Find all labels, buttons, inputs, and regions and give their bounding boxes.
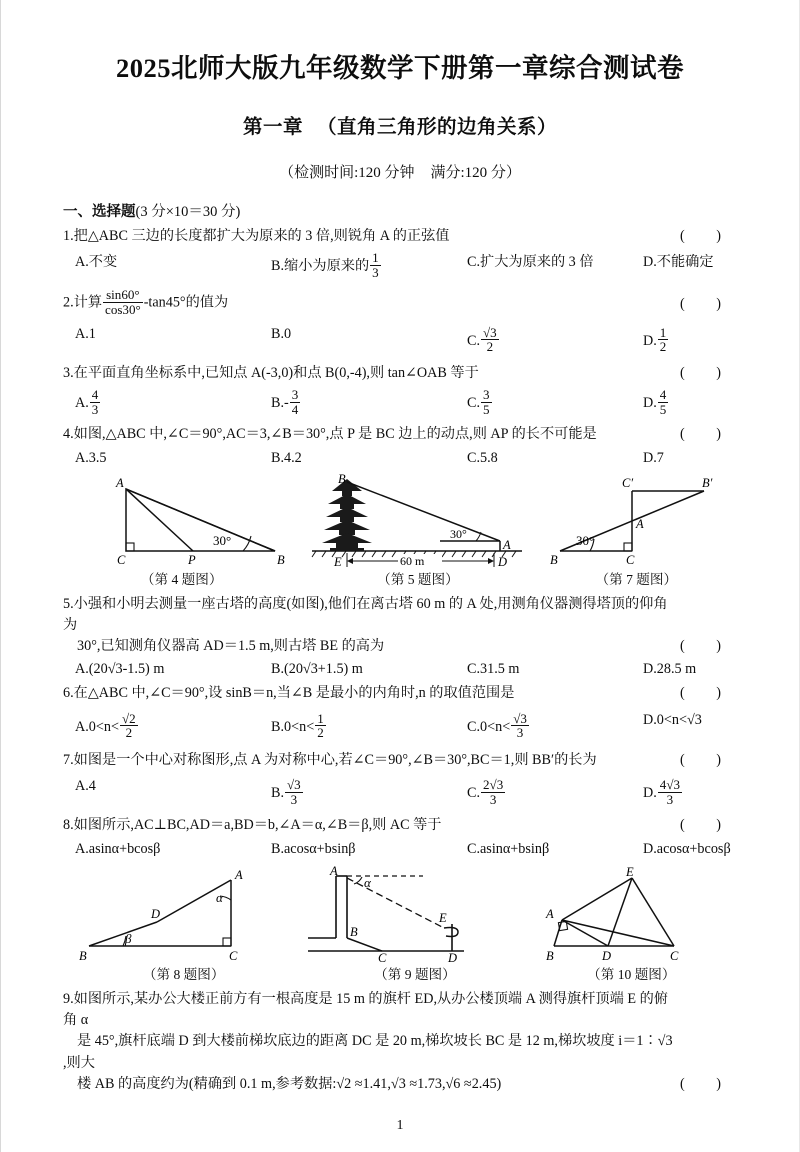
option-1b-label: B.缩小为原来的 <box>271 258 370 275</box>
question-text: 如图所示,某办公大楼正前方有一根高度是 15 m 的旗杆 ED,从办公楼顶端 A 测得旗杆顶端 E 的俯角 α <box>63 990 668 1028</box>
label-C-prime: C′ <box>621 475 633 490</box>
option-4c[interactable]: C.5.8 <box>467 449 498 466</box>
option-2d-label: D. <box>643 332 657 349</box>
option-4d[interactable]: D.7 <box>643 449 664 466</box>
option-1d[interactable]: D.不能确定 <box>643 254 714 271</box>
question-text: 如图是一个中心对称图形,点 A 为对称中心,若∠C＝90°,∠B＝30°,BC＝1,则 BB′的长为 <box>73 751 597 768</box>
figure-q7 <box>536 473 737 588</box>
option-3b[interactable] <box>271 388 467 416</box>
section-heading <box>63 200 737 221</box>
page-number: 1 <box>396 1118 404 1133</box>
label-B: B <box>549 552 558 567</box>
option-4b[interactable]: B.4.2 <box>271 449 302 466</box>
question-number: 5. <box>63 595 74 612</box>
label-angle-30: 30° <box>575 532 594 548</box>
question-8 <box>63 815 737 836</box>
option-1b[interactable] <box>271 251 467 279</box>
answer-blank-3[interactable]: ( ) <box>680 364 735 381</box>
minus-tan45: -tan45° <box>143 294 186 311</box>
answer-blank-2[interactable]: ( ) <box>680 296 735 313</box>
option-5b[interactable]: B.(20√3+1.5) m <box>271 661 363 678</box>
question-6 <box>63 683 737 704</box>
chapter-heading <box>63 111 737 139</box>
options-7 <box>63 778 737 806</box>
fraction-one-third: $\frac{1}{3}$ <box>372 250 379 280</box>
label-alpha: α <box>216 889 223 905</box>
option-7b[interactable] <box>271 778 467 806</box>
option-5c[interactable]: C.31.5 m <box>467 661 520 678</box>
answer-blank-1[interactable]: ( ) <box>680 228 735 244</box>
options-6 <box>63 712 737 740</box>
label-angle-30: 30° <box>213 532 232 548</box>
question-number: 4. <box>63 426 74 443</box>
options-4 <box>63 450 737 467</box>
fraction-4sqrt3-over-3: $\frac{4√3}{3}$ <box>659 777 681 807</box>
label-E: E <box>439 910 447 925</box>
figure-q9 <box>304 866 525 983</box>
option-7a[interactable]: A.4 <box>75 778 96 795</box>
option-1c[interactable]: C.扩大为原来的 3 倍 <box>467 254 594 271</box>
label-A: A <box>503 537 511 552</box>
label-C: C <box>625 552 634 567</box>
figure-row-top <box>63 473 737 588</box>
option-8c[interactable]: C.asinα+bsinβ <box>467 840 550 857</box>
figure-q7-drawing <box>536 473 736 567</box>
figure-q7-caption: （第 7 题图） <box>595 571 678 587</box>
label-E: E <box>334 554 342 567</box>
question-number: 9. <box>63 990 74 1007</box>
option-2a[interactable]: A.1 <box>75 325 96 342</box>
option-7c-label: C. <box>467 784 481 801</box>
pagoda-icon <box>322 479 372 551</box>
options-2 <box>63 326 737 354</box>
label-C: C <box>229 948 238 962</box>
fraction-2sqrt3-over-3: $\frac{2√3}{3}$ <box>483 777 504 807</box>
label-alpha: α <box>364 874 372 890</box>
label-beta: β <box>125 930 132 946</box>
option-3a[interactable] <box>75 388 271 416</box>
figure-q8-drawing <box>63 866 303 962</box>
label-B: B <box>79 948 87 962</box>
label-B: B <box>277 552 285 567</box>
option-3c[interactable] <box>467 388 643 416</box>
label-C: C <box>117 552 126 567</box>
label-C: C <box>669 948 678 962</box>
figure-q9-drawing <box>304 866 524 962</box>
fraction-1-2: $\frac{1}{2}$ <box>317 710 324 741</box>
question-text: 小强和小明去测量一座古塔的高度(如图),他们在离古塔 60 m 的 A 处,用测角仪器测得塔顶的仰角为 <box>63 595 668 633</box>
label-A: A <box>116 475 124 490</box>
question-4 <box>63 424 737 445</box>
option-6c[interactable] <box>467 712 643 740</box>
option-6b-label: B.0<n< <box>271 718 315 735</box>
page-title: 2025北师大版九年级数学下册第一章综合测试卷 <box>116 53 684 83</box>
label-A: A <box>235 867 243 882</box>
option-7d-label: D. <box>643 784 657 801</box>
figure-q8-caption: （第 8 题图） <box>142 966 225 982</box>
option-7b-label: B. <box>271 784 285 801</box>
answer-blank-5[interactable]: ( ) <box>680 638 735 655</box>
fraction-sqrt2-2: $\frac{√2}{2}$ <box>121 710 136 741</box>
fraction-4-3: $\frac{4}{3}$ <box>91 387 99 417</box>
label-B-prime: B′ <box>701 475 712 490</box>
option-3c-label: C. <box>467 394 481 411</box>
figure-q4 <box>63 473 300 588</box>
figure-q5-caption: （第 5 题图） <box>377 571 459 587</box>
question-number: 7. <box>63 751 74 768</box>
label-D: D <box>448 950 458 962</box>
option-8d[interactable]: D.acosα+bcosβ <box>643 840 731 857</box>
figure-q5-drawing <box>300 473 534 567</box>
figure-q5 <box>300 473 535 588</box>
fraction-3-5: $\frac{3}{5}$ <box>483 387 490 417</box>
question-text-line2: 30°,已知测角仪器高 AD＝1.5 m,则古塔 BE 的高为 <box>77 638 385 655</box>
question-3 <box>63 363 737 384</box>
figure-q9-caption: （第 9 题图） <box>374 966 456 982</box>
question-text-tail: 的值为 <box>185 294 229 311</box>
question-2 <box>63 288 737 316</box>
label-D: D <box>601 948 611 962</box>
question-text: 计算 <box>73 294 103 311</box>
chapter-number: 第一章 <box>242 117 303 138</box>
figure-q10 <box>526 866 737 983</box>
question-text: 在平面直角坐标系中,已知点 A(-3,0)和点 B(0,-4),则 tan∠OAB 等于 <box>73 364 479 381</box>
figure-q10-caption: （第 10 题图） <box>587 966 676 982</box>
question-text-line3: 楼 AB 的高度约为(精确到 0.1 m,参考数据:√2 ≈1.41,√3 ≈1.73,√6 ≈2.45) <box>77 1075 502 1092</box>
fraction-4-5: $\frac{4}{5}$ <box>659 387 667 417</box>
exam-meta <box>63 161 737 182</box>
option-6a[interactable] <box>75 712 271 740</box>
figure-q10-drawing <box>526 866 736 962</box>
question-number: 8. <box>63 817 74 834</box>
chapter-subtitle: （直角三角形的边角关系） <box>317 117 558 138</box>
option-8b[interactable]: B.acosα+bsinβ <box>271 840 356 857</box>
label-A: A <box>330 865 338 878</box>
figure-q4-caption: （第 4 题图） <box>140 571 223 587</box>
option-2c-label: C. <box>467 332 481 349</box>
answer-blank-9[interactable]: ( ) <box>680 1075 735 1092</box>
label-P: P <box>188 552 196 567</box>
label-B: B <box>350 924 358 939</box>
label-B: B <box>338 472 346 486</box>
option-3d[interactable] <box>643 388 669 416</box>
option-3a-label: A. <box>75 394 89 411</box>
question-text-line2: 是 45°,旗杆底端 D 到大楼前梯坎底边的距离 DC 是 20 m,梯坎坡长 BC 是 12 m,梯坎坡度 i＝1∶√3 ,则大 <box>63 1033 673 1071</box>
question-number: 6. <box>63 685 74 702</box>
label-D: D <box>498 554 508 567</box>
question-text: 在△ABC 中,∠C＝90°,设 sinB＝n,当∠B 是最小的内角时,n 的取值范围是 <box>73 685 515 702</box>
option-7d[interactable] <box>643 778 683 806</box>
exam-total-score: 满分:120 分） <box>430 165 521 181</box>
question-number: 1. <box>63 228 74 244</box>
label-B: B <box>545 948 554 962</box>
label-C: C <box>378 950 387 962</box>
answer-blank-8[interactable]: ( ) <box>680 817 735 834</box>
figure-q4-drawing <box>63 473 299 567</box>
option-8a[interactable]: A.asinα+bcosβ <box>75 840 161 857</box>
question-number: 2. <box>63 294 74 311</box>
question-text: 如图,△ABC 中,∠C＝90°,AC＝3,∠B＝30°,点 P 是 BC 边上的动点,则 AP 的长不可能是 <box>73 426 597 443</box>
answer-blank-6[interactable]: ( ) <box>680 685 735 702</box>
question-number: 3. <box>63 364 74 381</box>
option-5a[interactable]: A.(20√3-1.5) m <box>75 661 165 678</box>
option-7c[interactable] <box>467 778 643 806</box>
fraction-sqrt3-2: $\frac{√3}{2}$ <box>483 324 497 355</box>
option-2d[interactable] <box>643 326 669 354</box>
answer-blank-7[interactable]: ( ) <box>680 751 735 768</box>
option-6b[interactable] <box>271 712 467 740</box>
fraction-sin60-cos30: $\frac{\sin 60^\circ}{\cos 30^\circ}$ <box>105 287 141 318</box>
option-1a[interactable]: A.不变 <box>75 254 118 271</box>
figure-q8 <box>63 866 304 983</box>
option-3d-label: D. <box>643 394 657 411</box>
fraction-one-half: $\frac{1}{2}$ <box>659 324 667 355</box>
option-6c-label: C.0<n< <box>467 718 511 735</box>
option-6d[interactable]: D.0<n<√3 <box>643 711 702 728</box>
figure-row-bottom <box>63 866 737 983</box>
fraction-sqrt3-3: $\frac{√3}{3}$ <box>513 710 527 741</box>
options-5 <box>63 661 737 678</box>
option-6a-label: A.0<n< <box>75 718 119 735</box>
label-D: D <box>151 906 161 921</box>
options-8 <box>63 841 737 858</box>
section-label: 一、选择题 <box>63 204 136 220</box>
question-text: 如图所示,AC⊥BC,AD＝a,BD＝b,∠A＝α,∠B＝β,则 AC 等于 <box>73 817 442 834</box>
label-angle-30: 30° <box>450 526 468 541</box>
options-1 <box>63 251 737 279</box>
question-9 <box>63 989 737 1095</box>
section-score: (3 分×10＝30 分) <box>135 204 241 220</box>
question-text: 把△ABC 三边的长度都扩大为原来的 3 倍,则锐角 A 的正弦值 <box>73 228 450 244</box>
options-3 <box>63 388 737 416</box>
answer-blank-4[interactable]: ( ) <box>680 426 735 443</box>
option-2c[interactable] <box>467 326 643 354</box>
option-3b-label: B.- <box>271 394 289 411</box>
label-distance: 60 m <box>400 553 425 567</box>
question-7 <box>63 750 737 771</box>
question-1 <box>63 226 737 247</box>
label-E: E <box>625 865 634 879</box>
label-A: A <box>635 516 644 531</box>
fraction-sqrt3-over-3: $\frac{√3}{3}$ <box>287 777 301 807</box>
label-A: A <box>545 906 554 921</box>
option-2b[interactable]: B.0 <box>271 325 292 342</box>
option-4a[interactable]: A.3.5 <box>75 449 107 466</box>
fraction-3-4: $\frac{3}{4}$ <box>291 387 299 417</box>
exam-duration: （检测时间:120 分钟 <box>279 165 415 181</box>
question-5 <box>63 594 737 658</box>
option-5d[interactable]: D.28.5 m <box>643 661 697 678</box>
